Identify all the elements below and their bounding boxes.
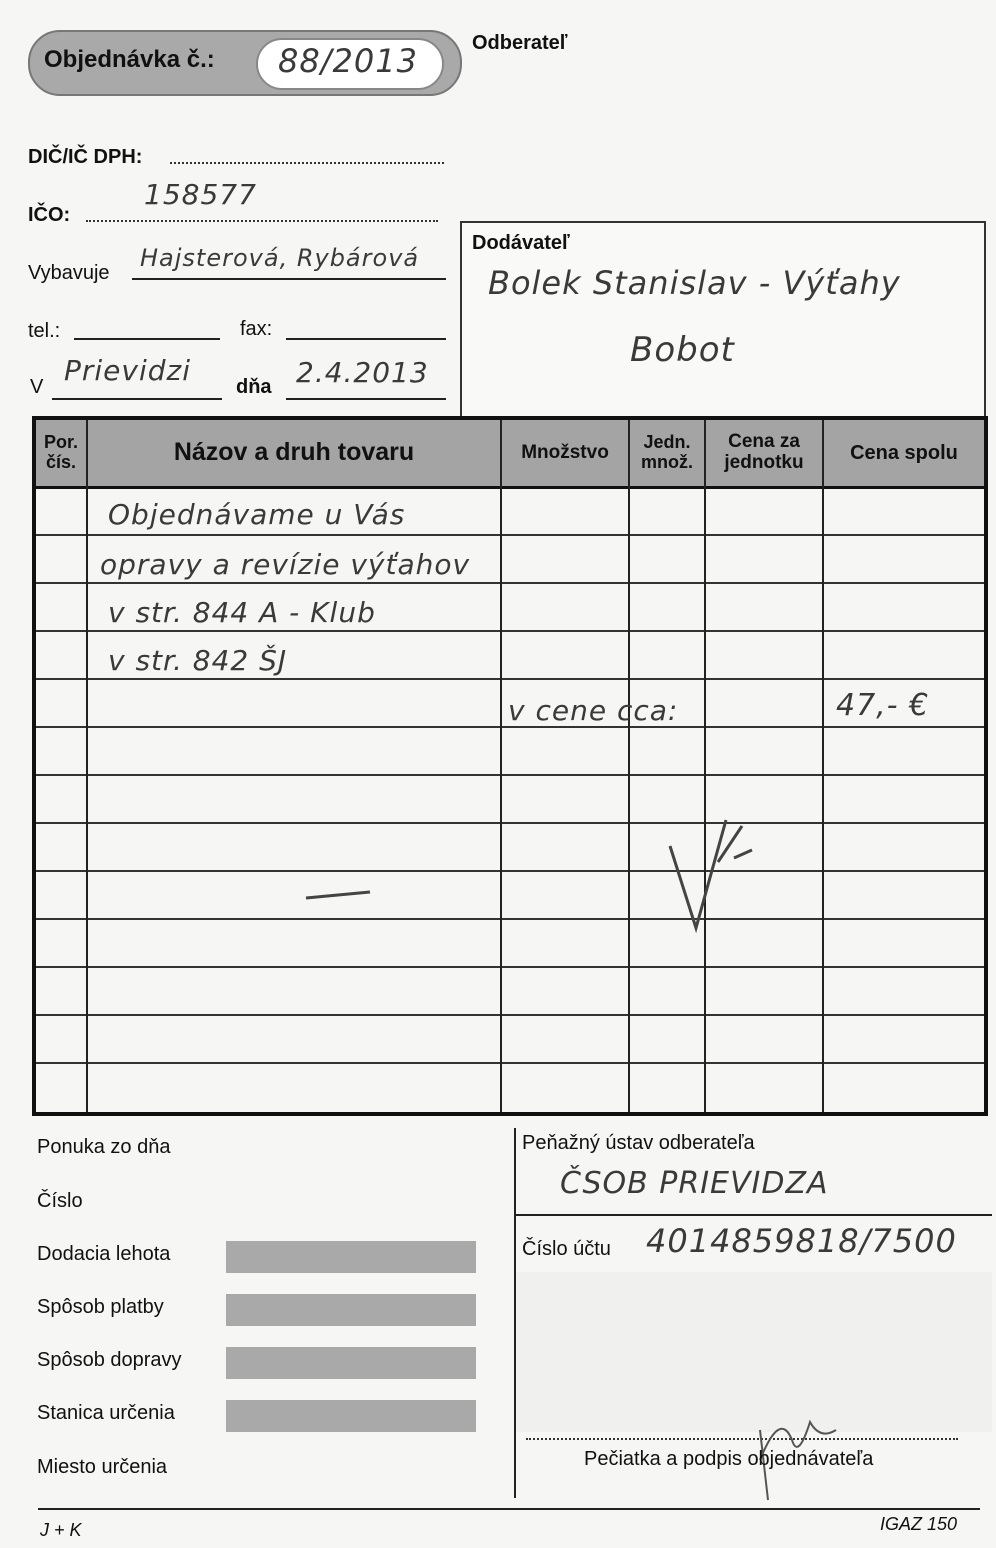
- row-divider: [36, 918, 984, 920]
- column-divider: [822, 420, 824, 1112]
- delivery-term-field[interactable]: [226, 1241, 476, 1273]
- destination-place-label: Miesto určenia: [37, 1456, 168, 1478]
- row-divider: [36, 1062, 984, 1064]
- fax-field[interactable]: [286, 318, 446, 340]
- handled-by-value: Hajsterová, Rybárová: [140, 244, 420, 272]
- dic-field[interactable]: [170, 148, 444, 164]
- row-divider: [36, 534, 984, 536]
- row-divider: [36, 630, 984, 632]
- tel-field[interactable]: [74, 318, 220, 340]
- bank-value: ČSOB PRIEVIDZA: [560, 1166, 829, 1201]
- signature-label: Pečiatka a podpis objednávateľa: [584, 1448, 874, 1470]
- item-line: v str. 844 A - Klub: [108, 596, 376, 629]
- initials-mark-icon: [656, 800, 776, 940]
- row-divider: [36, 678, 984, 680]
- item-line: v str. 842 ŠJ: [108, 644, 288, 677]
- column-divider: [500, 420, 502, 1112]
- order-label: Objednávka č.:: [44, 46, 215, 73]
- offer-date-label: Ponuka zo dňa: [37, 1136, 171, 1158]
- row-divider: [36, 1014, 984, 1016]
- row-divider: [36, 966, 984, 968]
- supplier-label: Dodávateľ: [472, 232, 570, 254]
- left-mark: J + K: [40, 1520, 82, 1540]
- form-code: IGAZ 150: [880, 1514, 958, 1534]
- ico-field[interactable]: [86, 206, 438, 222]
- bank-label: Peňažný ústav odberateľa: [522, 1132, 755, 1154]
- row-divider: [36, 582, 984, 584]
- price-total: 47,- €: [836, 688, 930, 723]
- delivery-term-label: Dodacia lehota: [37, 1243, 171, 1265]
- dash-mark-icon: [304, 886, 374, 906]
- row-divider: [36, 774, 984, 776]
- ico-label: IČO:: [28, 204, 71, 226]
- place-label: V: [30, 376, 44, 398]
- footer-line: [38, 1508, 980, 1510]
- date-value: 2.4.2013: [296, 356, 429, 389]
- col-header-number: Por. čís.: [43, 432, 78, 472]
- supplier-city: Bobot: [630, 330, 735, 370]
- account-label: Číslo účtu: [522, 1238, 611, 1260]
- ico-value: 158577: [144, 178, 257, 211]
- col-header-total-price: Cena spolu: [850, 442, 958, 464]
- fax-label: fax:: [240, 318, 273, 340]
- item-line: Objednávame u Vás: [108, 498, 406, 531]
- number-label: Číslo: [37, 1190, 83, 1212]
- place-value: Prievidzi: [64, 354, 192, 387]
- destination-station-label: Stanica určenia: [37, 1402, 175, 1424]
- transport-method-label: Spôsob dopravy: [37, 1349, 182, 1371]
- price-note: v cene cca:: [508, 694, 679, 727]
- column-divider: [86, 420, 88, 1112]
- handled-by-label: Vybavuje: [28, 262, 110, 284]
- row-divider: [36, 870, 984, 872]
- dic-label: DIČ/IČ DPH:: [28, 146, 143, 168]
- row-divider: [36, 822, 984, 824]
- column-divider: [704, 420, 706, 1112]
- col-header-unit-price: Cena za jednotku: [724, 431, 804, 473]
- date-label: dňa: [236, 376, 272, 398]
- col-header-unit: Jedn. množ.: [641, 432, 693, 472]
- bank-divider: [514, 1214, 992, 1216]
- items-table: [32, 416, 988, 1116]
- transport-method-field[interactable]: [226, 1347, 476, 1379]
- payment-method-field[interactable]: [226, 1294, 476, 1326]
- tel-label: tel.:: [28, 320, 61, 342]
- item-line: opravy a revízie výťahov: [100, 548, 471, 581]
- customer-label: Odberateľ: [472, 32, 568, 54]
- col-header-quantity: Množstvo: [521, 441, 609, 463]
- destination-station-field[interactable]: [226, 1400, 476, 1432]
- supplier-name: Bolek Stanislav - Výťahy: [488, 264, 901, 302]
- payment-method-label: Spôsob platby: [37, 1296, 164, 1318]
- account-value: 4014859818/7500: [646, 1222, 957, 1260]
- column-divider: [628, 420, 630, 1112]
- order-number-value: 88/2013: [278, 42, 418, 80]
- col-header-item-name: Názov a druh tovaru: [173, 438, 415, 467]
